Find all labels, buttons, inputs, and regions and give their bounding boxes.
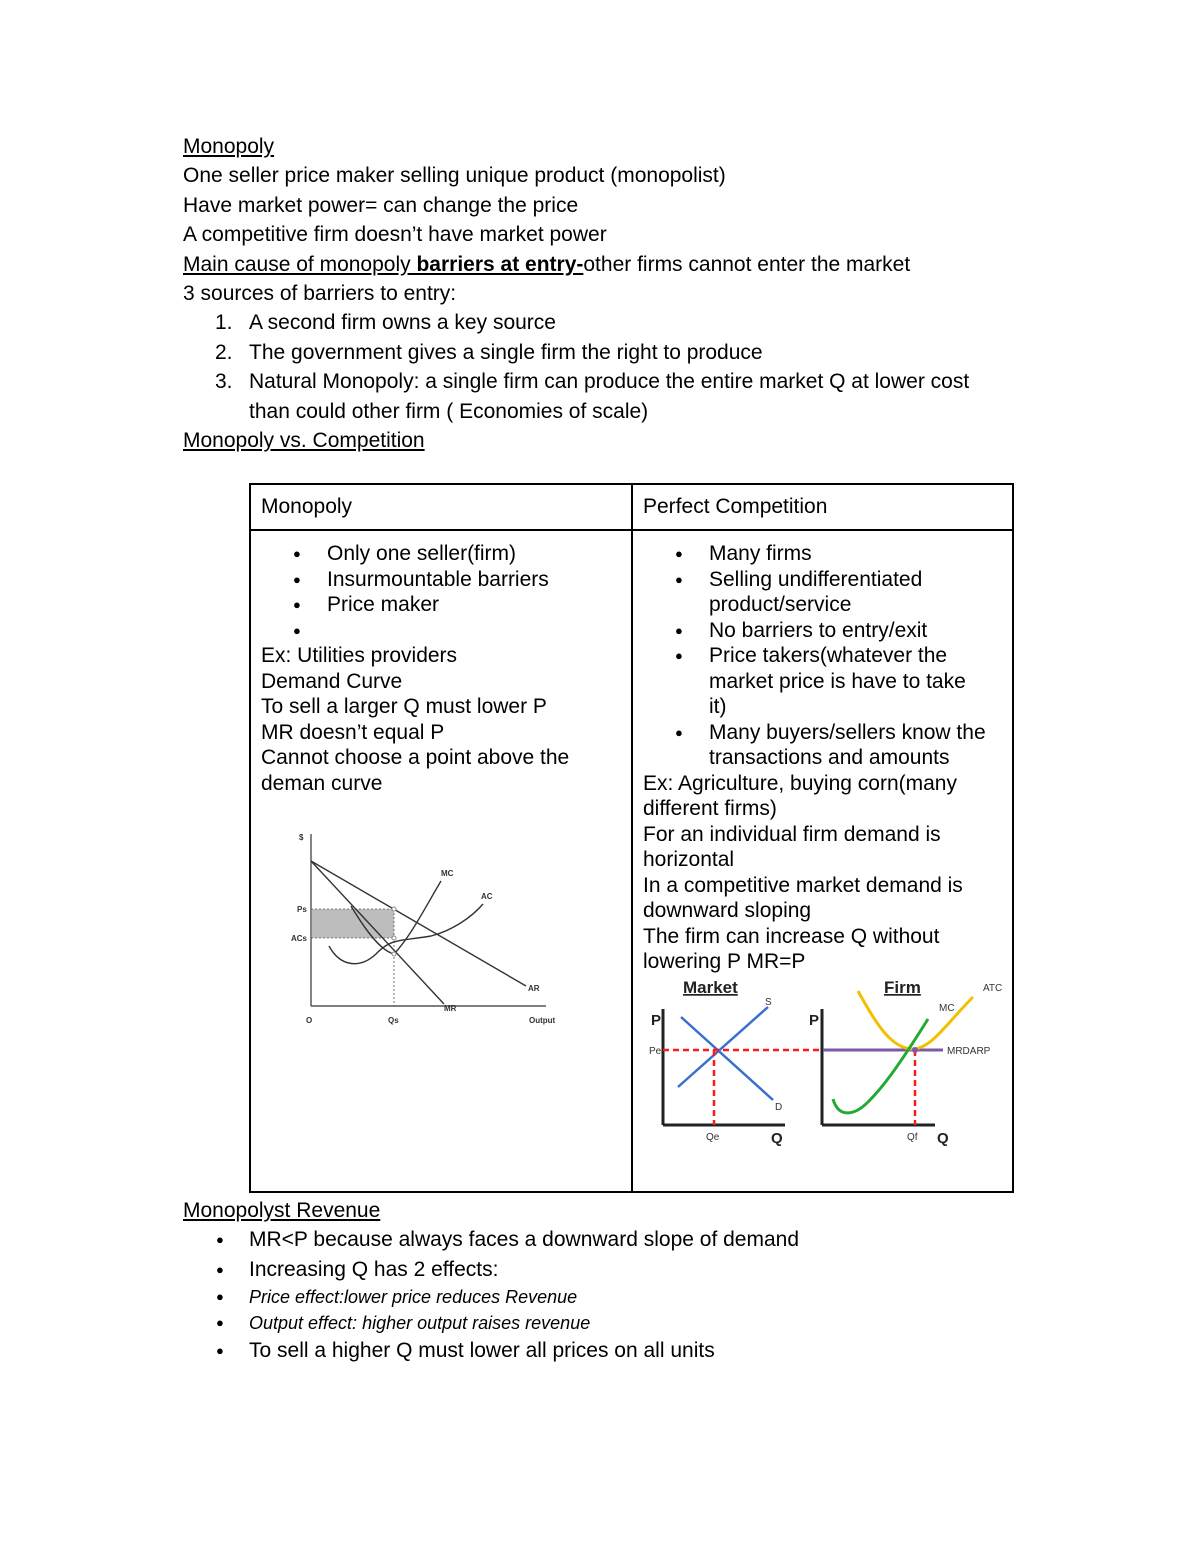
list-item: ● Only one seller(firm) [261, 541, 621, 567]
list-item: ● Many buyers/sellers know the transactions and amounts [643, 720, 1002, 771]
mc-mr-point [392, 952, 396, 956]
profit-area [312, 909, 394, 938]
comparison-table [249, 483, 1014, 1193]
monopoly-line: deman curve [261, 771, 383, 795]
competition-line: The firm can increase Q without [643, 924, 940, 948]
y-axis-label: $ [299, 833, 304, 842]
atc-label: ATC [983, 982, 1003, 994]
list-item: 2. The government gives a single firm the right to produce [215, 340, 763, 364]
list-item: ● Many firms [643, 541, 1002, 567]
acs-label: ACs [291, 934, 308, 943]
demand-line [681, 1017, 773, 1100]
source-3-continuation: than could other firm ( Economies of scale) [249, 399, 649, 423]
list-item: ● Output effect: higher output raises revenue [183, 1310, 1043, 1336]
main-cause-bold: barriers at entry- [416, 252, 584, 276]
intro-line: Have market power= can change the price [183, 193, 579, 217]
mr-label: MR [444, 1004, 457, 1013]
monopoly-line: To sell a larger Q must lower P [261, 695, 547, 718]
list-item: ● To sell a higher Q must lower all prices on all units [183, 1336, 1043, 1365]
firm-p-label: P [809, 1011, 820, 1029]
intro-section [183, 132, 1043, 455]
list-item-empty [261, 618, 621, 644]
acs-point [392, 936, 396, 940]
competition-line: horizontal [643, 848, 735, 871]
market-p-label: P [651, 1011, 662, 1029]
competition-cell [632, 530, 1013, 1192]
market-firm-graph [643, 977, 1003, 1152]
sources-list [183, 308, 1043, 426]
competition-line: In a competitive market demand is [643, 873, 963, 897]
main-cause-prefix: Main cause of monopoly [183, 252, 417, 276]
demand-label: D [775, 1101, 783, 1113]
list-item: ● Increasing Q has 2 effects: [183, 1255, 1043, 1284]
firm-q-label: Q [937, 1129, 949, 1147]
list-item: ● Insurmountable barriers [261, 567, 621, 593]
main-cause-suffix: other firms cannot enter the market [583, 252, 911, 276]
monopoly-graph [281, 826, 556, 1036]
supply-label: S [765, 996, 772, 1008]
sources-intro: 3 sources of barriers to entry: [183, 282, 457, 306]
compare-heading: Monopoly vs. Competition [183, 429, 425, 453]
competition-line: lowering P MR=P [643, 950, 806, 973]
monopoly-line: Cannot choose a point above the [261, 746, 570, 769]
revenue-list [183, 1225, 1043, 1365]
intro-line: One seller price maker selling unique product (monopolist) [183, 164, 726, 188]
market-title: Market [683, 977, 738, 997]
revenue-section [183, 1196, 1043, 1366]
monopoly-title: Monopoly [183, 135, 275, 158]
table-header-monopoly: Monopoly [250, 484, 632, 530]
qf-label: Qf [907, 1131, 918, 1143]
main-cause-line [183, 250, 1043, 279]
monopoly-cell [250, 530, 632, 1192]
list-item: ● MR<P because always faces a downward slope of demand [183, 1225, 1043, 1254]
list-item: ● Price maker [261, 592, 621, 618]
supply-line [678, 1007, 768, 1087]
firm-title: Firm [884, 977, 921, 997]
ps-label: Ps [297, 905, 307, 914]
competition-line: different firms) [643, 797, 777, 820]
market-q-label: Q [771, 1129, 783, 1147]
origin-label: O [306, 1016, 313, 1025]
x-axis-label: Output [529, 1016, 556, 1025]
ps-point [392, 907, 396, 911]
table-header-competition: Perfect Competition [632, 484, 1013, 530]
competition-line: Ex: Agriculture, buying corn(many [643, 771, 957, 795]
qe-label: Qe [706, 1131, 720, 1143]
ac-label: AC [481, 892, 493, 901]
list-item: ● Selling undifferentiated product/service [643, 567, 1002, 618]
pe-label: Pe [649, 1045, 662, 1057]
monopoly-line: MR doesn’t equal P [261, 720, 445, 744]
list-item: ● Price takers(whatever the market price is have to take it) [643, 643, 1002, 720]
revenue-heading: Monopolyst Revenue [183, 1199, 381, 1222]
list-item: ● No barriers to entry/exit [643, 618, 1002, 644]
competition-line: downward sloping [643, 899, 812, 922]
list-item: 1. A second firm owns a key source [215, 311, 556, 335]
list-item: ● Price effect:lower price reduces Revenue [183, 1284, 1043, 1310]
mc-label: MC [441, 869, 454, 878]
mrdarp-label: MRDARP [947, 1045, 991, 1057]
monopoly-line: Ex: Utilities providers [261, 644, 458, 667]
competition-bullets [643, 541, 1002, 771]
list-item: 3. Natural Monopoly: a single firm can produce the entire market Q at lower cost than could other firm ( Economies of scale) [215, 370, 970, 423]
competition-line: For an individual firm demand is [643, 822, 941, 846]
monopoly-bullets [261, 541, 621, 643]
intro-line: A competitive firm doesn’t have market power [183, 223, 607, 247]
qs-label: Qs [388, 1016, 399, 1025]
mc-label: MC [939, 1002, 955, 1014]
monopoly-line: Demand Curve [261, 669, 403, 693]
firm-equilibrium-point [912, 1047, 918, 1053]
ar-label: AR [528, 984, 540, 993]
